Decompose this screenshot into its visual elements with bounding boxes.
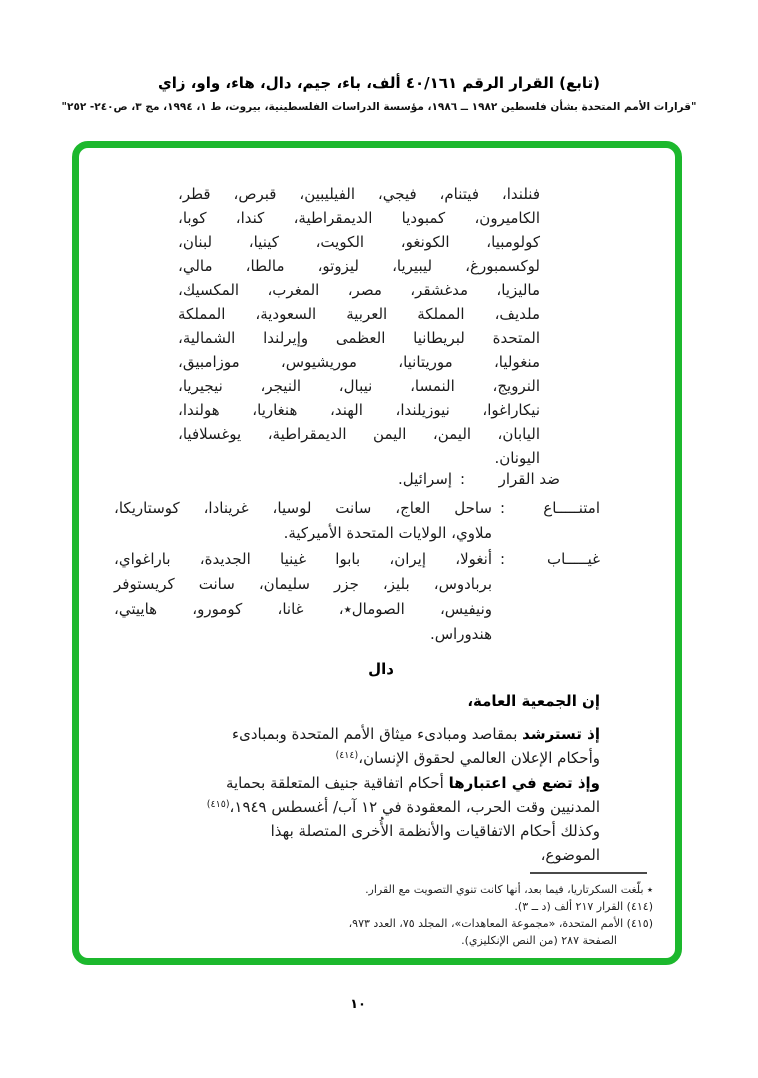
vote-absent-line: ونيفيس، الصومال٭، غانا، كومورو، هاييتي، — [114, 600, 492, 618]
footnote-star: ٭ بلّغت السكرتاريا، فيما بعد، أنها كانت تنوي التصويت مع القرار. — [365, 883, 653, 896]
country-line: النرويج، النمسا، نيبال، النيجر، نيجيريا، — [178, 377, 540, 395]
vote-absent-line: أنغولا، إيران، بابوا غينيا الجديدة، باراغواي، — [114, 550, 492, 568]
preamble-line — [112, 746, 600, 773]
vote-against-label: ضد القرار — [498, 470, 560, 488]
vote-absent-colon: : — [500, 550, 506, 568]
footnote-separator — [530, 872, 647, 874]
preamble-text: الموضوع، — [540, 846, 600, 864]
country-line: نيكاراغوا، نيوزيلندا، الهند، هنغاريا، هولندا، — [178, 401, 540, 419]
vote-abstain-label-box — [500, 496, 600, 546]
vote-absent-line-last: هندوراس. — [429, 625, 492, 643]
countries-in-favour-paragraph — [178, 182, 540, 470]
preamble-line — [112, 843, 600, 867]
footnote-ref-415: (٤١٥) — [206, 799, 230, 810]
vote-abstain-content — [114, 496, 492, 546]
footnote-415: (٤١٥) الأمم المتحدة، «مجموعة المعاهدات»، المجلد ٧٥، العدد ٩٧٣، — [348, 917, 653, 930]
source-citation: "قرارات الأمم المتحدة بشأن فلسطين ١٩٨٢ ــ ١٩٨٦، مؤسسة الدراسات الفلسطينية، بيروت، ط ١، ١٩٩٤، مج ٣، ص٢٤٠- ٢٥٢" — [61, 101, 697, 113]
country-line: الكاميرون، كمبوديا الديمقراطية، كندا، كوبا، — [178, 209, 540, 227]
vote-absent-content — [114, 547, 492, 647]
section-heading-dal: دال — [368, 660, 394, 678]
preamble-text: وكذلك أحكام الاتفاقيات والأنظمة الأُخرى المتصلة بهذا — [270, 822, 600, 840]
preamble-line — [112, 795, 600, 822]
resolution-title: (تابع) القرار الرقم ٤٠/١٦١ ألف، باء، جيم، دال، هاء، واو، زاي — [157, 74, 601, 92]
preamble-line — [112, 771, 600, 795]
country-line: ملديف، المملكة العربية السعودية، المملكة — [178, 305, 540, 323]
vote-absent-label-box — [500, 547, 600, 647]
footnote-415-continuation: الصفحة ٢٨٧ (من النص الإنكليزي). — [461, 934, 617, 947]
vote-absent-row — [114, 547, 600, 647]
preamble-text: بمقاصد ومبادىء ميثاق الأمم المتحدة وبمبادىء — [232, 725, 523, 743]
preamble-text: أحكام اتفاقية جنيف المتعلقة بحماية — [225, 774, 449, 792]
preamble-text: المدنيين وقت الحرب، المعقودة في ١٢ آب/ أغسطس ١٩٤٩، — [229, 798, 600, 816]
country-line-last: اليونان. — [494, 449, 540, 467]
country-line: كولومبيا، الكونغو، الكويت، كينيا، لبنان، — [178, 233, 540, 251]
vote-absent-label: غيـــــاب — [546, 550, 600, 568]
vote-abstain-row — [114, 496, 600, 546]
assembly-opening-line: إن الجمعية العامة، — [467, 692, 600, 710]
country-line: منغوليا، موريتانيا، موريشيوس، موزامبيق، — [178, 353, 540, 371]
vote-against-row — [74, 467, 560, 492]
preamble-line — [112, 819, 600, 843]
vote-abstain-label: امتنـــــاع — [543, 499, 600, 517]
preamble-line — [112, 722, 600, 746]
vote-abstain-line: ساحل العاج، سانت لوسيا، غرينادا، كوستاريكا، — [114, 499, 492, 517]
vote-against-text: إسرائيل. — [397, 470, 452, 488]
country-line: المتحدة لبريطانيا العظمى وإيرلندا الشمالية، — [178, 329, 540, 347]
vote-abstain-colon: : — [500, 499, 506, 517]
page-number: ١٠ — [350, 997, 366, 1012]
preamble-lead-bold: وإذ تضع في اعتبارها — [448, 774, 600, 792]
vote-abstain-line: ملاوي، الولايات المتحدة الأميركية. — [283, 524, 492, 542]
country-line: ماليزيا، مدغشقر، مصر، المغرب، المكسيك، — [178, 281, 540, 299]
country-line: اليابان، اليمن، اليمن الديمقراطية، يوغسلافيا، — [178, 425, 540, 443]
footnote-414: (٤١٤) القرار ٢١٧ ألف (د ــ ٣). — [514, 900, 653, 913]
vote-against-content — [74, 467, 452, 492]
vote-against-label-box — [460, 467, 560, 492]
vote-absent-line: بربادوس، بليز، جزر سليمان، سانت كريستوفر — [114, 575, 492, 593]
country-line: فنلندا، فيتنام، فيجي، الفيليبين، قبرص، قطر، — [178, 185, 540, 203]
preamble-lead-bold: إذ تسترشد — [522, 725, 600, 743]
footnote-ref-414: (٤١٤) — [335, 750, 359, 761]
vote-against-colon: : — [460, 470, 466, 488]
country-line: لوكسمبورغ، ليبيريا، ليزوتو، مالطا، مالي، — [178, 257, 540, 275]
preamble-text: وأحكام الإعلان العالمي لحقوق الإنسان، — [358, 749, 600, 767]
